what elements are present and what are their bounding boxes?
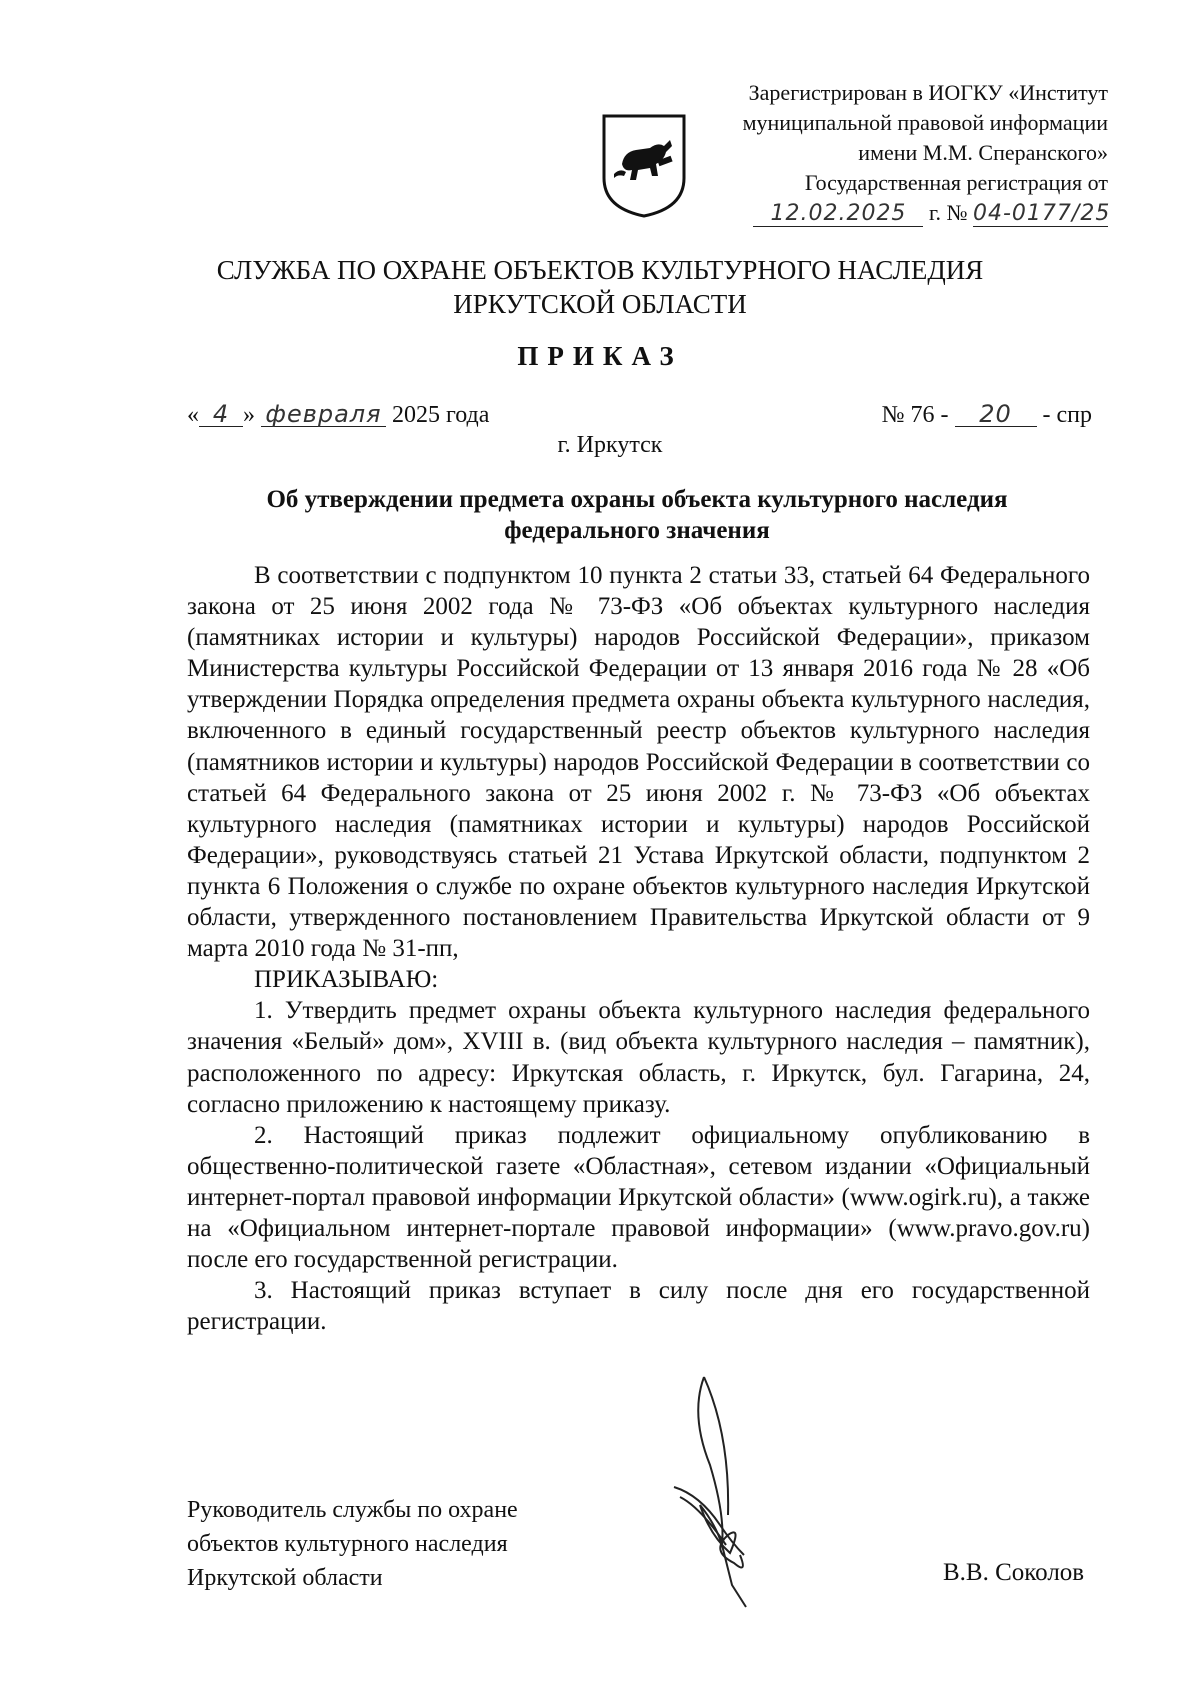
signatory-title-line-2: объектов культурного наследия: [187, 1531, 508, 1557]
number-value: 20: [955, 402, 1037, 427]
preamble-paragraph: В соответствии с подпунктом 10 пункта 2 статьи 33, статьей 64 Федерального закона от 25 июня 2002 года № 73-ФЗ «Об объектах культурного наследия (памятниках истории и культуры) народов Российской Федерации», приказом Министерства культуры Российской Федерации от 13 января 2016 года № 28 «Об утверждении Порядка определения предмета охраны объекта культурного наследия, включенного в единый государственный реестр объектов культурного наследия (памятников истории и культуры) народов Российской Федерации в соответствии со статьей 64 Федерального закона от 25 июня 2002 г. № 73-ФЗ «Об объектах культурного наследия (памятниках истории и культуры) народов Российской Федерации», руководствуясь статьей 21 Устава Иркутской области, подпунктом 2 пункта 6 Положения о службе по охране объектов культурного наследия Иркутской области, утвержденного постановлением Правительства Иркутской области от 9 марта 2010 года № 31-пп,: [187, 562, 1090, 963]
date-year: 2025 года: [392, 402, 490, 428]
subject-line-1: Об утверждении предмета охраны объекта культурного наследия: [266, 486, 1008, 513]
signatory-title: [187, 1493, 518, 1595]
organization-line-1: СЛУЖБА ПО ОХРАНЕ ОБЪЕКТОВ КУЛЬТУРНОГО НАСЛЕДИЯ: [216, 255, 984, 285]
date-day: 4: [199, 402, 243, 427]
order-subject: [187, 484, 1087, 546]
order-body: [187, 560, 1090, 1337]
registration-line-1: Зарегистрирован в ИОГКУ «Институт: [748, 80, 1108, 105]
organization-line-2: ИРКУТСКОЙ ОБЛАСТИ: [453, 289, 747, 319]
number-suffix: - спр: [1042, 402, 1092, 428]
registration-line-3: имени М.М. Сперанского»: [858, 140, 1108, 165]
date-month: февраля: [261, 402, 386, 427]
signatory-title-line-1: Руководитель службы по охране: [187, 1497, 518, 1523]
registration-line-2: муниципальной правовой информации: [742, 110, 1108, 135]
coat-of-arms-icon: [600, 112, 688, 218]
registration-number-label: г. №: [928, 200, 968, 225]
date-open-quote: «: [187, 402, 199, 428]
registration-number: 04-0177/25: [973, 201, 1111, 226]
item-1-paragraph: 1. Утвердить предмет охраны объекта культурного наследия федерального значения «Белый» дом», XVIII в. (вид объекта культурного наследия – памятник), расположенного по адресу: Иркутская область, г. Иркутск, бул. Гагарина, 24, согласно приложению к настоящему приказу.: [187, 997, 1090, 1118]
signatory-name: В.В. Соколов: [943, 1559, 1085, 1586]
registration-date: 12.02.2025: [753, 202, 923, 227]
registration-line-4: Государственная регистрация от: [804, 170, 1108, 195]
document-type-heading: ПРИКАЗ: [517, 341, 683, 371]
date-close-quote: »: [243, 402, 255, 428]
city: г. Иркутск: [557, 432, 663, 458]
organization-name: [0, 253, 1200, 321]
number-prefix: № 76 -: [881, 402, 949, 428]
signatory-title-line-3: Иркутской области: [187, 1565, 383, 1591]
decree-word: ПРИКАЗЫВАЮ:: [254, 966, 439, 994]
subject-line-2: федерального значения: [504, 517, 770, 544]
item-2-paragraph: 2. Настоящий приказ подлежит официальному опубликованию в общественно-политической газете «Областная», сетевом издании «Официальный интернет-портал правовой информации Иркутской области» (www.ogirk.ru), а также на «Официальном интернет-портале правовой информации» (www.pravo.gov.ru) после его государственной регистрации.: [187, 1121, 1090, 1274]
order-number: [882, 402, 1092, 429]
handwritten-signature: [670, 1375, 810, 1615]
item-3-paragraph: 3. Настоящий приказ вступает в силу после дня его государственной регистрации.: [187, 1277, 1090, 1336]
order-date: [187, 402, 489, 429]
